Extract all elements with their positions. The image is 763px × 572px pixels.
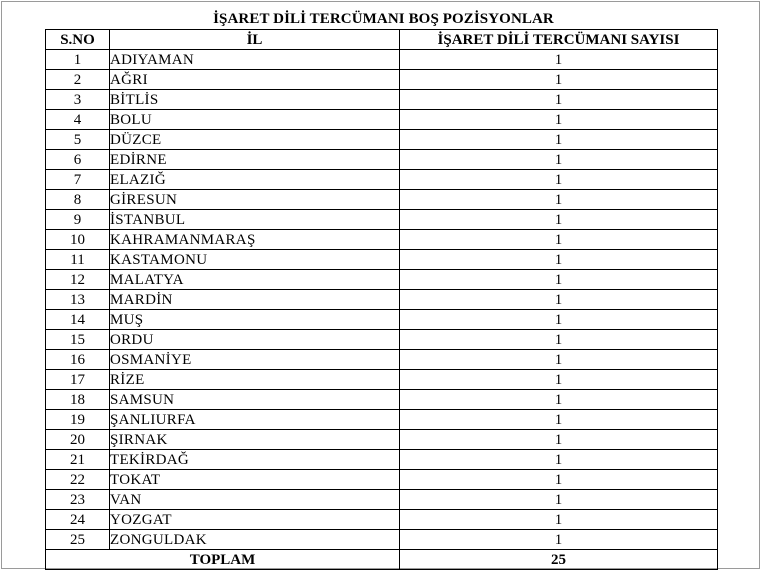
count-cell: 1 [400, 210, 718, 230]
count-cell: 1 [400, 490, 718, 510]
province-cell: VAN [110, 490, 400, 510]
count-cell: 1 [400, 70, 718, 90]
province-cell: ŞANLIURFA [110, 410, 400, 430]
row-number-cell: 18 [46, 390, 110, 410]
row-number-cell: 14 [46, 310, 110, 330]
province-cell: EDİRNE [110, 150, 400, 170]
table-row [46, 470, 718, 490]
row-number-cell: 20 [46, 430, 110, 450]
table-row [46, 450, 718, 470]
count-cell: 1 [400, 530, 718, 550]
row-number-cell: 5 [46, 130, 110, 150]
count-cell: 1 [400, 350, 718, 370]
count-cell: 1 [400, 150, 718, 170]
province-cell: TOKAT [110, 470, 400, 490]
count-cell: 1 [400, 390, 718, 410]
table-row [46, 210, 718, 230]
province-cell: MUŞ [110, 310, 400, 330]
count-cell: 1 [400, 90, 718, 110]
count-cell: 1 [400, 270, 718, 290]
table-row [46, 130, 718, 150]
table-row [46, 530, 718, 550]
province-cell: AĞRI [110, 70, 400, 90]
row-number-cell: 7 [46, 170, 110, 190]
table-row [46, 490, 718, 510]
table-row [46, 310, 718, 330]
count-cell: 1 [400, 230, 718, 250]
column-header-il: İL [110, 30, 400, 50]
table-row [46, 50, 718, 70]
province-cell: KAHRAMANMARAŞ [110, 230, 400, 250]
count-cell: 1 [400, 510, 718, 530]
count-cell: 1 [400, 450, 718, 470]
row-number-cell: 2 [46, 70, 110, 90]
table-row [46, 170, 718, 190]
count-cell: 1 [400, 330, 718, 350]
row-number-cell: 9 [46, 210, 110, 230]
row-number-cell: 6 [46, 150, 110, 170]
row-number-cell: 12 [46, 270, 110, 290]
table-row [46, 430, 718, 450]
row-number-cell: 13 [46, 290, 110, 310]
table-header-row [46, 30, 718, 50]
province-cell: DÜZCE [110, 130, 400, 150]
table-row [46, 230, 718, 250]
row-number-cell: 22 [46, 470, 110, 490]
province-cell: ŞIRNAK [110, 430, 400, 450]
total-label: TOPLAM [46, 550, 400, 570]
row-number-cell: 1 [46, 50, 110, 70]
province-cell: YOZGAT [110, 510, 400, 530]
row-number-cell: 3 [46, 90, 110, 110]
province-cell: MARDİN [110, 290, 400, 310]
row-number-cell: 24 [46, 510, 110, 530]
table-row [46, 510, 718, 530]
table-row [46, 150, 718, 170]
province-cell: ELAZIĞ [110, 170, 400, 190]
count-cell: 1 [400, 470, 718, 490]
count-cell: 1 [400, 370, 718, 390]
count-cell: 1 [400, 290, 718, 310]
table-row [46, 250, 718, 270]
table-row [46, 70, 718, 90]
count-cell: 1 [400, 190, 718, 210]
total-value: 25 [400, 550, 718, 570]
row-number-cell: 4 [46, 110, 110, 130]
table-row [46, 370, 718, 390]
row-number-cell: 16 [46, 350, 110, 370]
province-cell: SAMSUN [110, 390, 400, 410]
row-number-cell: 15 [46, 330, 110, 350]
table-row [46, 290, 718, 310]
row-number-cell: 19 [46, 410, 110, 430]
province-cell: RİZE [110, 370, 400, 390]
row-number-cell: 23 [46, 490, 110, 510]
column-header-sayi: İŞARET DİLİ TERCÜMANI SAYISI [400, 30, 718, 50]
province-cell: MALATYA [110, 270, 400, 290]
table-row [46, 330, 718, 350]
column-header-sno: S.NO [46, 30, 110, 50]
count-cell: 1 [400, 310, 718, 330]
row-number-cell: 11 [46, 250, 110, 270]
table-row [46, 390, 718, 410]
province-cell: ZONGULDAK [110, 530, 400, 550]
count-cell: 1 [400, 170, 718, 190]
count-cell: 1 [400, 410, 718, 430]
count-cell: 1 [400, 110, 718, 130]
province-cell: ADIYAMAN [110, 50, 400, 70]
total-row [46, 550, 718, 570]
table-row [46, 270, 718, 290]
row-number-cell: 21 [46, 450, 110, 470]
table-row [46, 350, 718, 370]
count-cell: 1 [400, 250, 718, 270]
province-cell: GİRESUN [110, 190, 400, 210]
table-row [46, 90, 718, 110]
table-row [46, 190, 718, 210]
province-cell: İSTANBUL [110, 210, 400, 230]
count-cell: 1 [400, 430, 718, 450]
table-row [46, 110, 718, 130]
province-cell: OSMANİYE [110, 350, 400, 370]
count-cell: 1 [400, 130, 718, 150]
province-cell: ORDU [110, 330, 400, 350]
document-title: İŞARET DİLİ TERCÜMANI BOŞ POZİSYONLAR [213, 11, 554, 27]
table-body [46, 50, 718, 550]
positions-table [45, 29, 718, 570]
province-cell: BİTLİS [110, 90, 400, 110]
province-cell: KASTAMONU [110, 250, 400, 270]
row-number-cell: 17 [46, 370, 110, 390]
table-row [46, 410, 718, 430]
count-cell: 1 [400, 50, 718, 70]
row-number-cell: 10 [46, 230, 110, 250]
row-number-cell: 25 [46, 530, 110, 550]
province-cell: TEKİRDAĞ [110, 450, 400, 470]
province-cell: BOLU [110, 110, 400, 130]
row-number-cell: 8 [46, 190, 110, 210]
